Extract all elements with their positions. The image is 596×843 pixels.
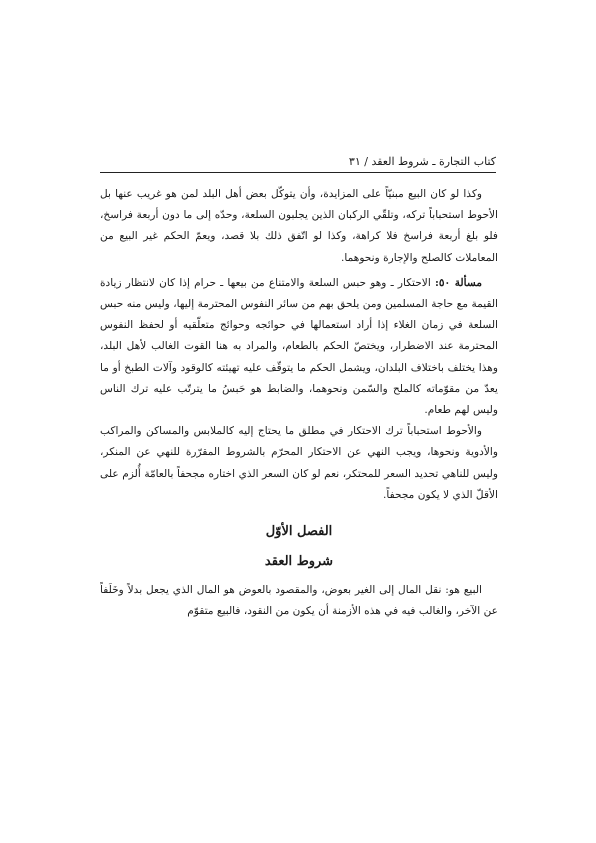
- chapter-title: الفصل الأوّل: [265, 524, 333, 540]
- paragraph-intro: وكذا لو كان البيع مبنيّاً على المزايدة، وأن يتوكّل بعض أهل البلد لمن هو غريب عنها بل الأحوط استحباباً تركه، وتلقّي الركبان الذين يجلبون السلعة، وحدّه إلى ما دون أربعة فراسخ، فلو بلغ أربعة فراسخ فلا كراهة، وكذا لو اتّفق ذلك بلا قصد، ويعمّ الحكم غير البيع من المعاملات كالصلح والإجارة ونحوهما.: [100, 188, 498, 264]
- paragraph-caution: والأحوط استحباباً ترك الاحتكار في مطلق ما يحتاج إليه كالملابس والمساكن والمراكب والأدوية ونحوها، ويجب النهي عن الاحتكار المحرّم بالشروط المقرّرة للنهي عن المنكر، وليس للناهي تحديد السعر للمحتكر، نعم لو كان السعر الذي اختاره مجحفاً بالعامّة أُلزم على الأقلّ الذي لا يكون مجحفاً.: [100, 425, 498, 501]
- paragraph-definition: البيع هو: نقل المال إلى الغير بعوض، والمقصود بالعوض هو المال الذي يجعل بدلاً وخَلَفاً عن الآخر، والغالب فيه في هذه الأزمنة أن يكون من النقود، فالبيع متقوّم: [100, 584, 498, 618]
- issue-paragraph: [100, 273, 498, 421]
- chapter-subtitle: شروط العقد: [264, 554, 334, 570]
- running-header: [100, 152, 496, 173]
- running-title: كتاب التجارة ـ شروط العقد / ٣١: [348, 155, 496, 168]
- issue-number-label: مسألة ٥٠:: [434, 276, 482, 289]
- issue-text: الاحتكار ـ وهو حبس السلعة والامتناع من بيعها ـ حرام إذا كان لانتظار زيادة القيمة مع حاجة المسلمين ومن يلحق بهم من سائر النفوس المحترمة إليها، وليس منه حبس السلعة في زمان الغلاء إذا أراد استعمالها في حوائجه وحوائج متعلّقيه أو لحفظ النفوس المحترمة عند الاضطرار، ويختصّ الحكم بالطعام، والمراد به هنا القوت الغالب لأهل البلد، وهذا يختلف باختلاف البلدان، ويشمل الحكم ما يتوقّف عليه تهيئته كالوقود وآلات الطبخ أو ما يعدّ من مقوّماته كالملح والسّمن ونحوهما، والضابط هو حَبسُ ما يترتّب عليه ترك الناس وليس لهم طعام.: [100, 276, 498, 417]
- page-body: [100, 184, 498, 622]
